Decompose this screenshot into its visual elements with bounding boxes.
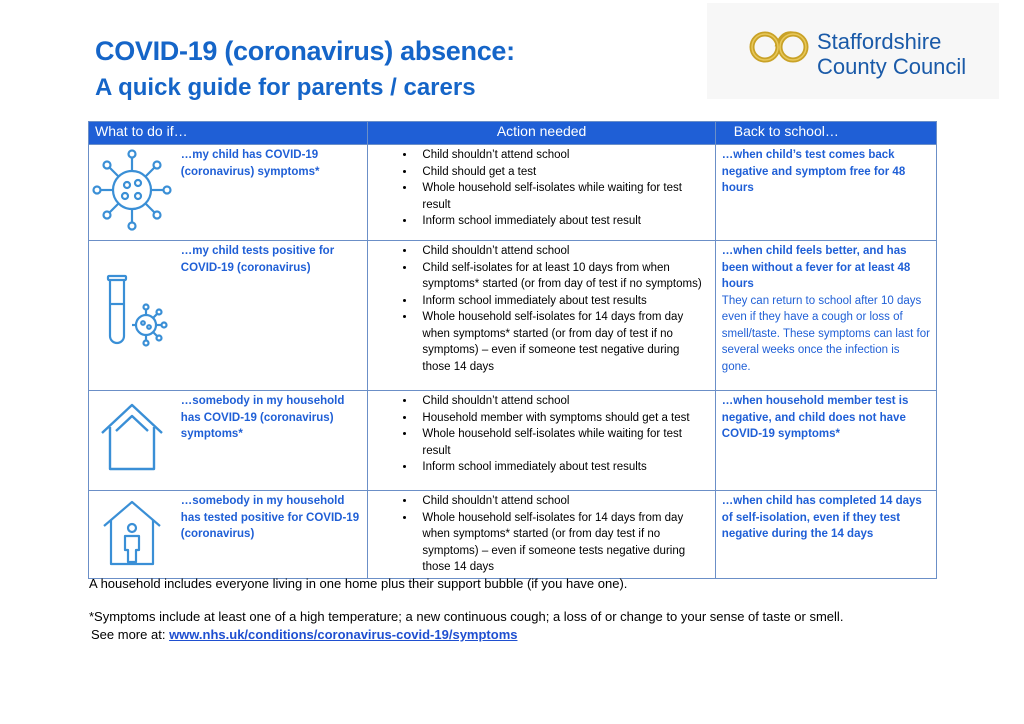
row-actions [368, 145, 715, 241]
header-action: Action needed [368, 122, 715, 145]
action-item: • Child shouldn’t attend school [416, 493, 708, 510]
row-condition: …my child has COVID-19 (coronavirus) symptoms* [175, 145, 368, 241]
back-condition: …when child feels better, and has been without a fever for at least 48 hours [721, 245, 911, 290]
row-back-to-school [715, 391, 936, 491]
page-title: COVID-19 (coronavirus) absence: [95, 36, 515, 66]
action-item: • Child should get a test [416, 164, 708, 181]
action-item: • Household member with symptoms should get a test [416, 410, 708, 427]
see-more-line [91, 627, 517, 642]
page-subtitle: A quick guide for parents / carers [95, 74, 476, 101]
council-logo [707, 3, 999, 99]
row-actions [368, 391, 715, 491]
row-condition: …somebody in my household has tested positive for COVID-19 (coronavirus) [175, 491, 368, 579]
action-item: • Whole household self-isolates while waiting for test result [416, 180, 708, 213]
virus-icon [92, 145, 172, 235]
logo-line-2: County Council [817, 54, 967, 79]
action-item: • Child shouldn’t attend school [416, 393, 708, 410]
action-item: • Child shouldn’t attend school [416, 147, 708, 164]
back-condition: …when household member test is negative, and child does not have COVID-19 symptoms* [721, 395, 909, 440]
back-condition: …when child’s test comes back negative and symptom free for 48 hours [721, 149, 906, 194]
house-icon [92, 393, 172, 483]
row-back-to-school [715, 491, 936, 579]
row-icon-cell [89, 391, 175, 491]
action-item: • Child self-isolates for at least 10 days from when symptoms* started (or from day of test if no symptoms) [416, 260, 708, 293]
action-item: • Inform school immediately about test results [416, 293, 708, 310]
stafford-knot-icon [747, 25, 811, 69]
header-what: What to do if… [89, 122, 368, 145]
action-item: • Child shouldn’t attend school [416, 243, 708, 260]
guide-table [88, 121, 937, 579]
action-item: • Whole household self-isolates for 14 days from day when symptoms* started (or from day of test if no symptoms) – even if someone test negative during those 14 days [416, 309, 708, 375]
row-back-to-school [715, 145, 936, 241]
table-row [89, 491, 937, 579]
table-row [89, 241, 937, 391]
table-row [89, 391, 937, 491]
row-actions [368, 241, 715, 391]
header-back: Back to school… [715, 122, 936, 145]
row-icon-cell [89, 241, 175, 391]
action-item: • Inform school immediately about test results [416, 459, 708, 476]
symptoms-note: *Symptoms include at least one of a high temperature; a new continuous cough; a loss of or change to your sense of taste or smell. [89, 609, 844, 624]
row-back-to-school [715, 241, 936, 391]
row-actions [368, 491, 715, 579]
see-more-label: See more at: [91, 627, 166, 642]
nhs-symptoms-link[interactable]: www.nhs.uk/conditions/coronavirus-covid-19/symptoms [169, 627, 518, 642]
test-tube-virus-icon [92, 268, 172, 358]
back-condition: …when child has completed 14 days of self-isolation, even if they test negative during the 14 days [721, 495, 922, 540]
row-icon-cell [89, 491, 175, 579]
back-note: They can return to school after 10 days even if they have a cough or loss of smell/taste. These symptoms can last for several weeks once the infection is gone. [721, 294, 930, 373]
action-item: • Whole household self-isolates while waiting for test result [416, 426, 708, 459]
action-item: • Whole household self-isolates for 14 days from day when symptoms* started (or from day test if no symptoms) – even if someone tests negative during those 14 days [416, 510, 708, 576]
row-condition: …somebody in my household has COVID-19 (coronavirus) symptoms* [175, 391, 368, 491]
table-row [89, 145, 937, 241]
logo-line-1: Staffordshire [817, 29, 942, 54]
row-condition: …my child tests positive for COVID-19 (coronavirus) [175, 241, 368, 391]
household-note: A household includes everyone living in one home plus their support bubble (if you have one). [89, 576, 628, 591]
row-icon-cell [89, 145, 175, 241]
action-item: • Inform school immediately about test result [416, 213, 708, 230]
house-person-icon [92, 492, 172, 572]
table-header-row [89, 122, 937, 145]
